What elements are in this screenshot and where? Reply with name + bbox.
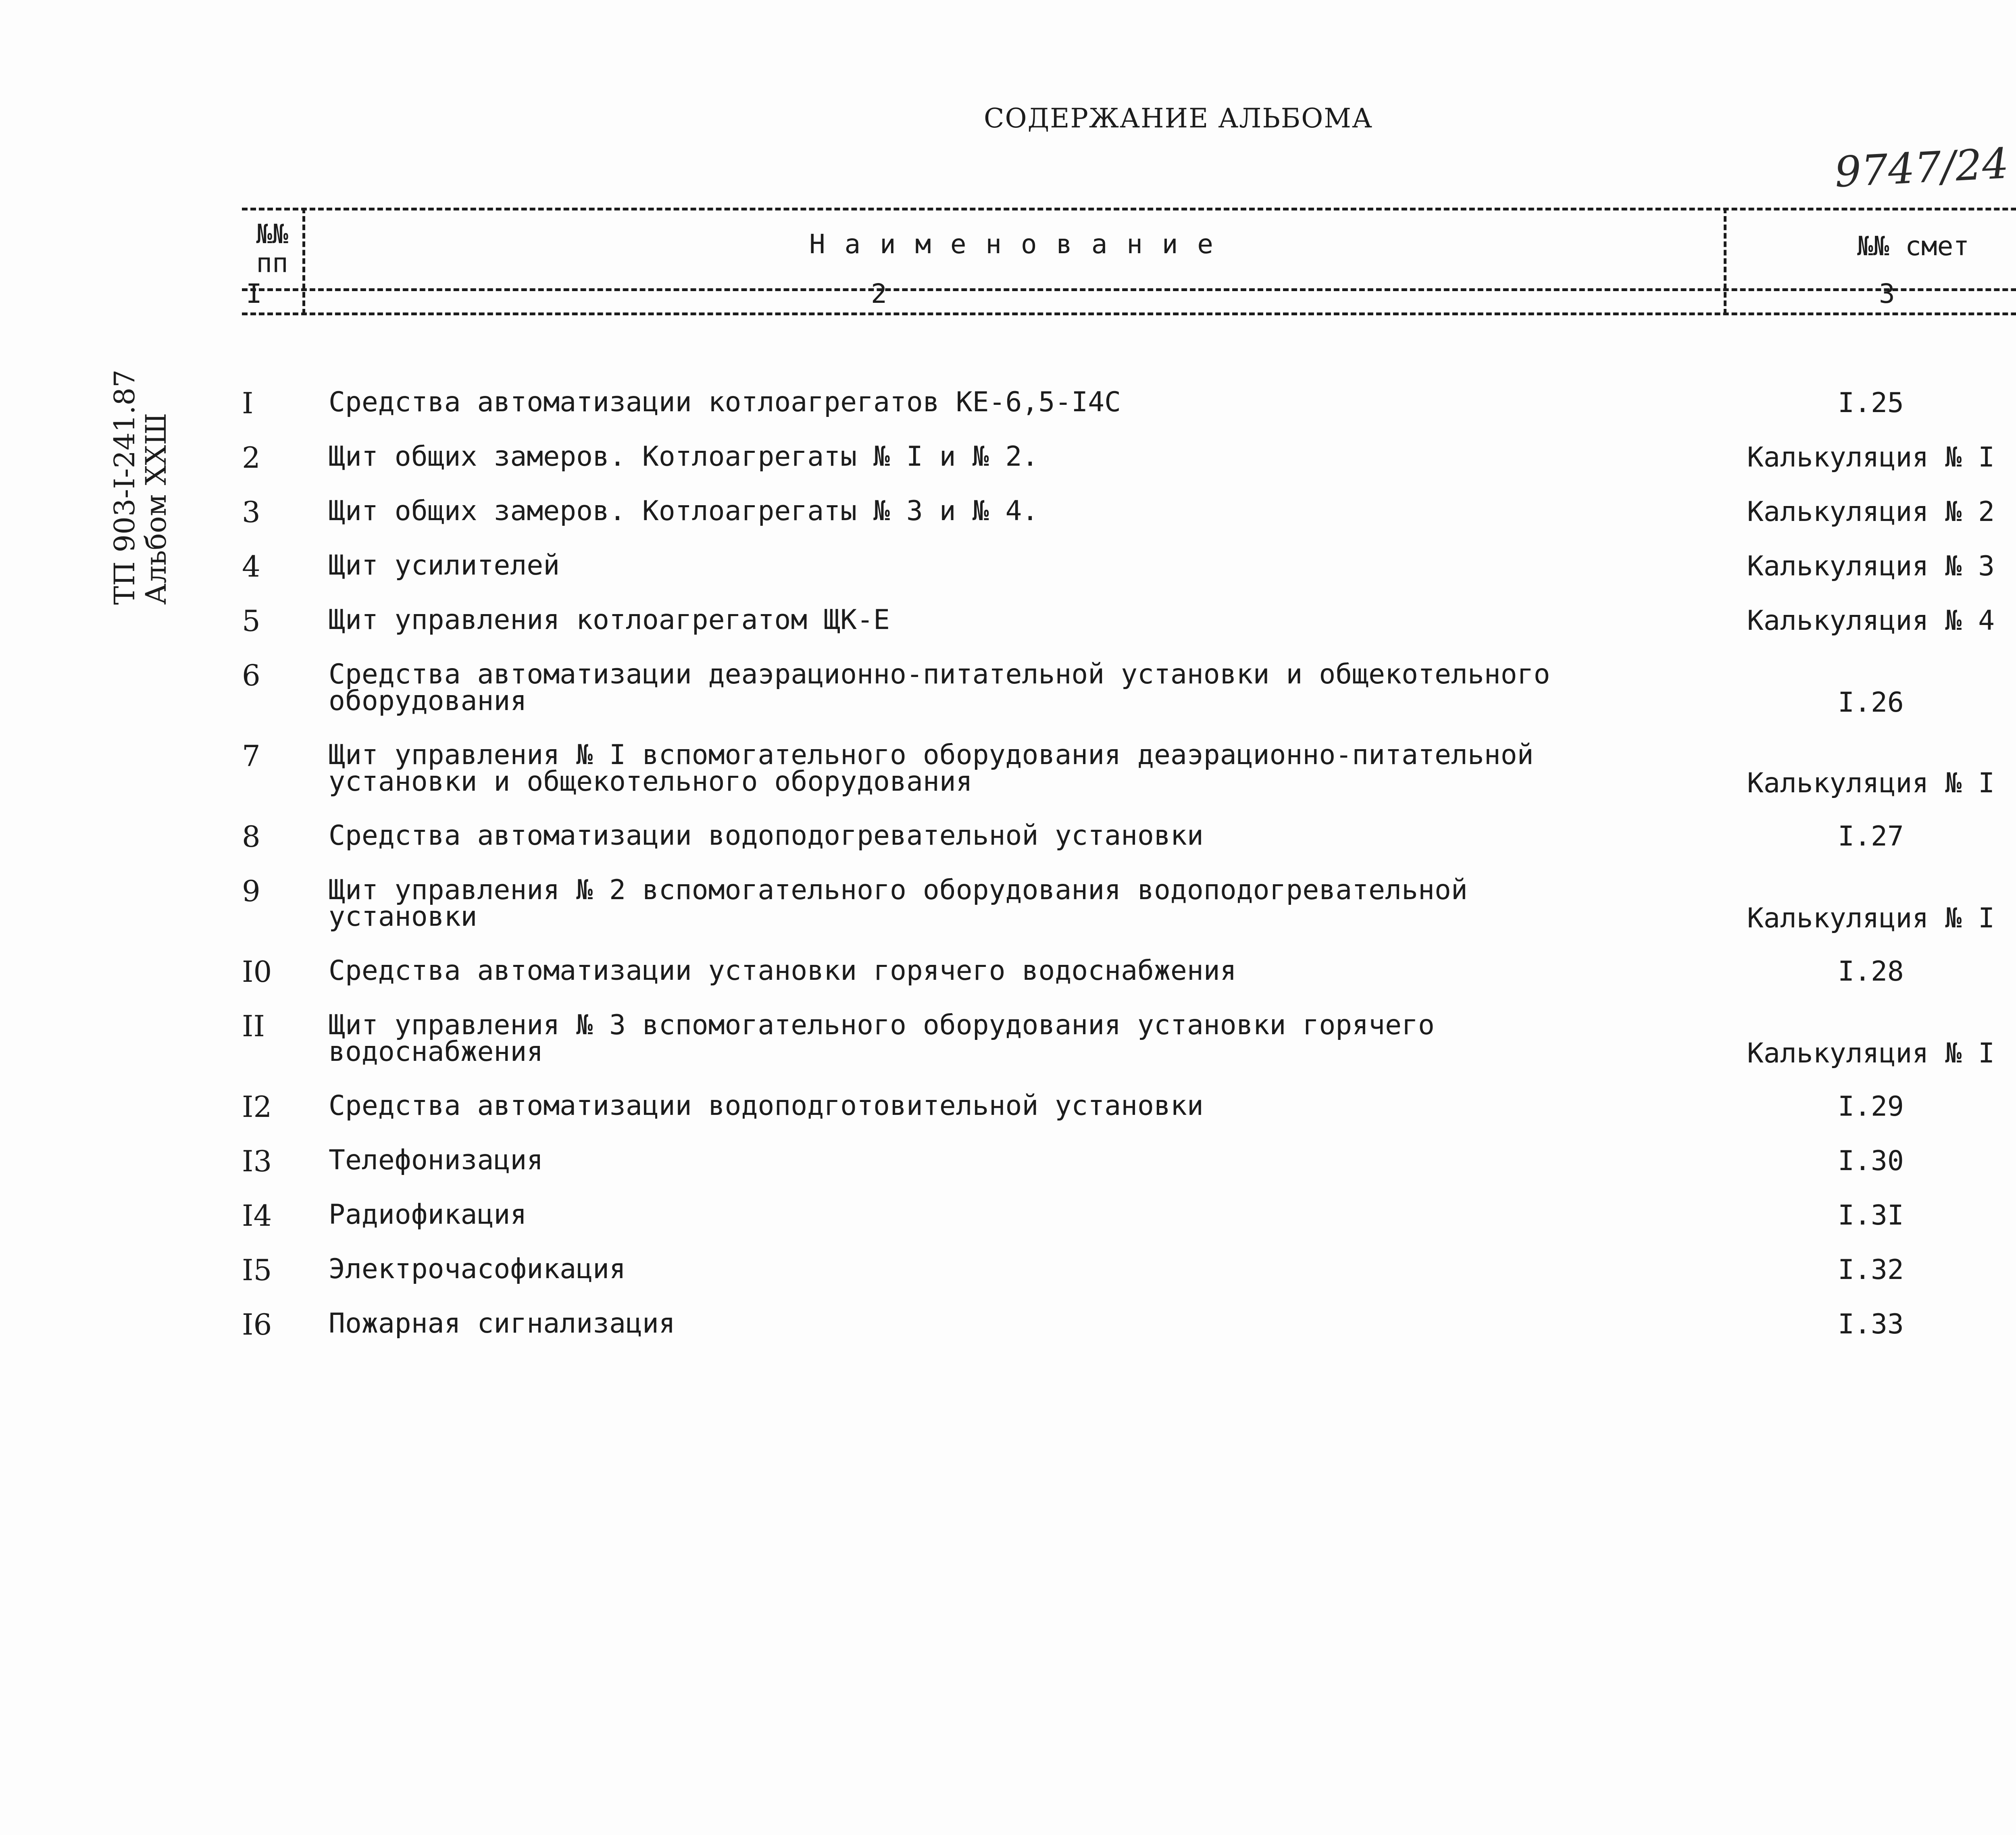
row-name: Электрочасофикация [329,1253,626,1285]
row-number: I0 [242,955,272,989]
row-estimate: I.26 [1838,687,1904,719]
header-col-number-line2: пп [256,248,288,279]
row-name: Средства автоматизации водоподготовительной установки [329,1090,1204,1122]
row-name: Щит управления № 2 вспомогательного оборудования водоподогревательной установки [329,874,1468,933]
header-divider-1 [302,208,305,315]
document-title: СОДЕРЖАНИЕ АЛЬБОМА [984,103,1373,134]
header-col-number [242,220,302,278]
row-estimate: Калькуляция № I [1747,442,1995,473]
row-estimate: I.27 [1838,821,1904,852]
row-name: Средства автоматизации котлоагрегатов КЕ-6,5-I4С [329,386,1121,418]
row-estimate: I.30 [1838,1145,1904,1177]
row-estimate: Калькуляция № 4 [1747,605,1995,637]
row-name: Щит управления № 3 вспомогательного оборудования установки горячего водоснабжения [329,1009,1435,1068]
row-number: 4 [242,550,260,583]
row-number: 5 [242,604,260,638]
header-divider-2 [1724,208,1727,315]
row-number: I6 [242,1308,272,1341]
column-number-1: I [246,278,262,309]
row-number: 8 [242,820,260,854]
row-number: 7 [242,739,260,773]
header-col-number-line1: №№ [256,219,288,250]
row-name: Средства автоматизации водоподогревательной установки [329,820,1204,852]
header-top-line [242,208,2016,210]
row-estimate: Калькуляция № I [1747,767,1995,799]
row-estimate: I.33 [1838,1308,1904,1340]
column-number-2: 2 [871,278,887,309]
handwritten-reference-top: 9747/24 [1833,138,2010,197]
row-number: 3 [242,495,260,529]
row-estimate: Калькуляция № I [1747,902,1995,934]
side-stamp [109,370,172,605]
row-estimate: I.28 [1838,956,1904,987]
side-stamp-line1: ТП 903-I-241.87 [108,369,141,605]
row-name: Щит управления котлоагрегатом ЩК-Е [329,604,890,636]
row-name: Средства автоматизации установки горячего водоснабжения [329,955,1237,987]
row-name: Пожарная сигнализация [329,1308,675,1339]
row-name: Радиофикация [329,1199,527,1231]
row-number: I2 [242,1090,272,1124]
column-number-3: 3 [1879,278,1895,309]
row-number: I [242,386,254,420]
row-estimate: Калькуляция № 2 [1747,496,1995,528]
row-estimate: I.32 [1838,1254,1904,1286]
row-name: Средства автоматизации деаэрационно-питательной установки и общекотельного оборудования [329,658,1550,717]
row-number: 6 [242,658,260,692]
row-number: 2 [242,441,260,475]
row-number: II [242,1009,265,1043]
side-stamp-line2: Альбом XXШ [140,412,173,605]
row-name: Телефонизация [329,1144,544,1176]
row-name: Щит общих замеров. Котлоагрегаты № I и № 2. [329,441,1039,473]
header-bottom-line [242,312,2016,315]
row-estimate: I.25 [1838,387,1904,419]
row-estimate: I.3I [1838,1200,1904,1231]
row-number: I3 [242,1144,272,1178]
header-col-estimate: №№ смет [1857,231,1970,262]
row-number: 9 [242,874,260,908]
row-name: Щит усилителей [329,550,560,581]
row-name: Щит общих замеров. Котлоагрегаты № 3 и № 4. [329,495,1039,527]
row-estimate: Калькуляция № I [1747,1037,1995,1069]
row-estimate: I.29 [1838,1091,1904,1123]
header-col-name: Н а и м е н о в а н и е [809,229,1215,260]
row-name: Щит управления № I вспомогательного оборудования деаэрационно-питательной установки и общекотельного оборудования [329,739,1534,798]
row-number: I4 [242,1199,272,1233]
header-middle-line [242,288,2016,291]
row-number: I5 [242,1253,272,1287]
row-estimate: Калькуляция № 3 [1747,550,1995,582]
